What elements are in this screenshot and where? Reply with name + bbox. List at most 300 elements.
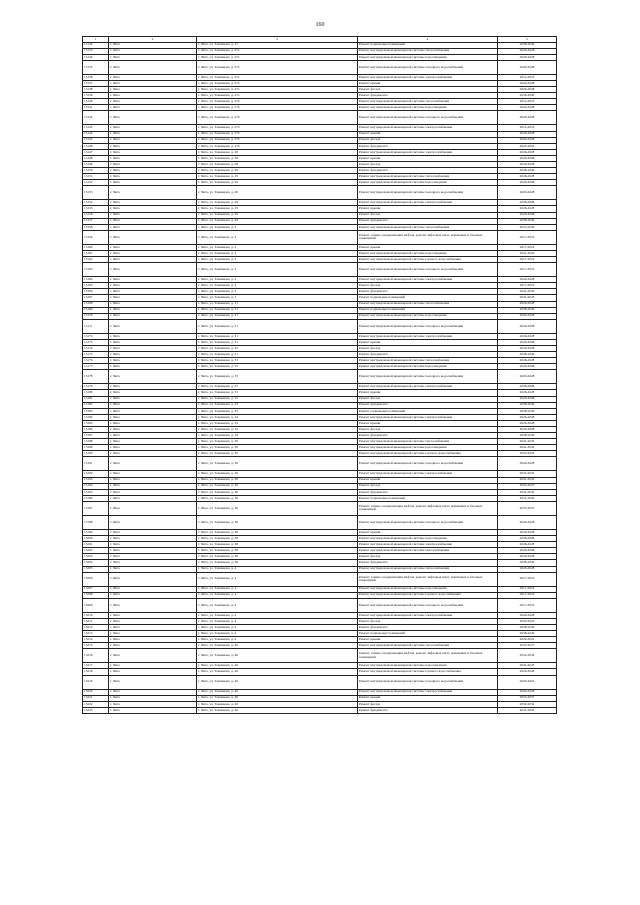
work-type-cell: Ремонт внутридомовой инженерной системы электроснабжения [358, 689, 498, 695]
work-type-cell: Ремонт внутридомовой инженерной системы теплоснабжения [358, 48, 498, 54]
row-number-cell: 15133 [83, 48, 109, 54]
row-number-cell: 15162 [83, 257, 109, 263]
address-cell: г. Чита, ул. Токмакова, д. 27а [197, 74, 358, 80]
table-row [83, 501, 557, 515]
work-type-cell: Ремонт фасада [358, 618, 498, 624]
row-number-cell: 15176 [83, 358, 109, 364]
address-cell: г. Чита, ул. Токмакова, д. 36 [197, 457, 358, 471]
header-col-2: 2 [109, 37, 197, 43]
period-cell: 2038-2040 [498, 307, 557, 313]
address-cell: г. Чита, ул. Токмакова, д. 27а [197, 80, 358, 86]
work-type-cell: Ремонт крыши [358, 477, 498, 483]
municipality-cell: г. Чита [109, 358, 197, 364]
municipality-cell: г. Чита [109, 598, 197, 612]
address-cell: г. Чита, ул. Токмакова, д. 3 [197, 263, 358, 277]
work-type-cell: Ремонт крыши [358, 155, 498, 161]
address-cell: г. Чита, ул. Токмакова, д. 31 [197, 313, 358, 319]
municipality-cell: г. Чита [109, 612, 197, 618]
period-cell: 2041-2043 [498, 477, 557, 483]
address-cell: г. Чита, ул. Токмакова, д. 27а [197, 60, 358, 74]
row-number-cell: 15142 [83, 111, 109, 125]
period-cell: 2026-2028 [498, 200, 557, 206]
address-cell: г. Чита, ул. Токмакова, д. 34 [197, 427, 358, 433]
address-cell: г. Чита, ул. Токмакова, д. 36 [197, 471, 358, 477]
period-cell: 2035-2037 [498, 695, 557, 701]
address-cell: г. Чита, ул. Токмакова, д. 38 [197, 515, 358, 529]
period-cell: 2041-2043 [498, 295, 557, 301]
period-cell: 2026-2028 [498, 420, 557, 426]
period-cell: 2032-2034 [498, 451, 557, 457]
municipality-cell: г. Чита [109, 529, 197, 535]
address-cell: г. Чита, ул. Токмакова, д. 33 [197, 370, 358, 384]
row-number-cell: 15183 [83, 408, 109, 414]
row-number-cell: 15170 [83, 313, 109, 319]
address-cell: г. Чита, ул. Токмакова, д. 31 [197, 339, 358, 345]
municipality-cell: г. Чита [109, 439, 197, 445]
address-cell: г. Чита, ул. Токмакова, д. 33 [197, 364, 358, 370]
municipality-cell: г. Чита [109, 301, 197, 307]
municipality-cell: г. Чита [109, 631, 197, 637]
row-number-cell: 15212 [83, 624, 109, 630]
municipality-cell: г. Чита [109, 643, 197, 649]
municipality-cell: г. Чита [109, 307, 197, 313]
address-cell: г. Чита, ул. Токмакова, д. 4 [197, 618, 358, 624]
municipality-cell: г. Чита [109, 560, 197, 566]
municipality-cell: г. Чита [109, 200, 197, 206]
row-number-cell: 15194 [83, 483, 109, 489]
work-type-cell: Ремонт фасада [358, 483, 498, 489]
municipality-cell: г. Чита [109, 168, 197, 174]
municipality-cell: г. Чита [109, 149, 197, 155]
row-number-cell: 15206 [83, 572, 109, 586]
address-cell: г. Чита, ул. Токмакова, д. 27б [197, 105, 358, 111]
row-number-cell: 15149 [83, 162, 109, 168]
municipality-cell: г. Чита [109, 414, 197, 420]
table-row [83, 319, 557, 333]
municipality-cell: г. Чита [109, 250, 197, 256]
work-type-cell: Ремонт внутридомовой инженерной системы электроснабжения [358, 333, 498, 339]
address-cell: г. Чита, ул. Токмакова, д. 4 [197, 572, 358, 586]
row-number-cell: 15144 [83, 131, 109, 137]
address-cell: г. Чита, ул. Токмакова, д. 31 [197, 319, 358, 333]
table-row [83, 649, 557, 663]
period-cell: 2017-2019 [498, 244, 557, 250]
row-number-cell: 15189 [83, 445, 109, 451]
header-col-3: 3 [197, 37, 358, 43]
work-type-cell: Ремонт фасада [358, 345, 498, 351]
row-number-cell: 15158 [83, 224, 109, 230]
period-cell: 2017-2019 [498, 598, 557, 612]
header-col-4: 4 [358, 37, 498, 43]
period-cell: 2026-2028 [498, 87, 557, 93]
work-type-cell: Ремонт фундамента [358, 707, 498, 713]
municipality-cell: г. Чита [109, 244, 197, 250]
work-type-cell: Ремонт внутридомовой инженерной системы холодного водоснабжения [358, 186, 498, 200]
period-cell: 2035-2037 [498, 501, 557, 515]
municipality-cell: г. Чита [109, 390, 197, 396]
work-type-cell: Ремонт фасада [358, 212, 498, 218]
period-cell: 2041-2043 [498, 250, 557, 256]
address-cell: г. Чита, ул. Токмакова, д. 3 [197, 257, 358, 263]
row-number-cell: 15156 [83, 212, 109, 218]
period-cell: 2026-2028 [498, 515, 557, 529]
period-cell: 2026-2028 [498, 536, 557, 542]
municipality-cell: г. Чита [109, 93, 197, 99]
row-number-cell: 15161 [83, 250, 109, 256]
municipality-cell: г. Чита [109, 277, 197, 283]
period-cell: 2038-2040 [498, 433, 557, 439]
address-cell: г. Чита, ул. Токмакова, д. 31 [197, 301, 358, 307]
municipality-cell: г. Чита [109, 143, 197, 149]
period-cell: 2032-2034 [498, 649, 557, 663]
row-number-cell: 15203 [83, 554, 109, 560]
row-number-cell: 15174 [83, 345, 109, 351]
row-number-cell: 15177 [83, 364, 109, 370]
row-number-cell: 15155 [83, 206, 109, 212]
address-cell: г. Чита, ул. Токмакова, д. 36 [197, 439, 358, 445]
table-row [83, 186, 557, 200]
period-cell: 2020-2022 [498, 637, 557, 643]
row-number-cell: 15151 [83, 174, 109, 180]
period-cell: 2026-2028 [498, 689, 557, 695]
address-cell: г. Чита, ул. Токмакова, д. 34 [197, 433, 358, 439]
municipality-cell: г. Чита [109, 218, 197, 224]
period-cell: 2026-2028 [498, 180, 557, 186]
work-type-cell: Ремонт фундамента [358, 402, 498, 408]
work-type-cell: Ремонт фундамента [358, 624, 498, 630]
municipality-cell: г. Чита [109, 364, 197, 370]
municipality-cell: г. Чита [109, 131, 197, 137]
municipality-cell: г. Чита [109, 637, 197, 643]
capital-repair-table [82, 36, 557, 714]
period-cell: 2041-2043 [498, 289, 557, 295]
row-number-cell: 15219 [83, 675, 109, 689]
header-col-1: 1 [83, 37, 109, 43]
municipality-cell: г. Чита [109, 87, 197, 93]
municipality-cell: г. Чита [109, 155, 197, 161]
row-number-cell: 15209 [83, 598, 109, 612]
municipality-cell: г. Чита [109, 669, 197, 675]
row-number-cell: 15132 [83, 42, 109, 48]
municipality-cell: г. Чита [109, 384, 197, 390]
municipality-cell: г. Чита [109, 483, 197, 489]
row-number-cell: 15205 [83, 566, 109, 572]
row-number-cell: 15166 [83, 289, 109, 295]
table-row [83, 707, 557, 713]
work-type-cell: Ремонт внутридомовой инженерной системы электроснабжения [358, 277, 498, 283]
row-number-cell: 15169 [83, 307, 109, 313]
address-cell: г. Чита, ул. Токмакова, д. 46 [197, 643, 358, 649]
address-cell: г. Чита, ул. Токмакова, д. 27б [197, 99, 358, 105]
work-type-cell: Ремонт, замена, модернизация лифтов, ремонт лифтовых шахт, машинных и блочных помещений [358, 230, 498, 244]
municipality-cell: г. Чита [109, 74, 197, 80]
row-number-cell: 15207 [83, 586, 109, 592]
work-type-cell: Ремонт подвальных помещений [358, 631, 498, 637]
work-type-cell: Ремонт внутридомовой инженерной системы горячего водоснабжения [358, 451, 498, 457]
municipality-cell: г. Чита [109, 445, 197, 451]
row-number-cell: 15154 [83, 200, 109, 206]
period-cell: 2026-2028 [498, 206, 557, 212]
work-type-cell: Ремонт внутридомовой инженерной системы электроснабжения [358, 471, 498, 477]
row-number-cell: 15137 [83, 80, 109, 86]
work-type-cell: Ремонт подвальных помещений [358, 42, 498, 48]
work-type-cell: Ремонт крыши [358, 339, 498, 345]
address-cell: г. Чита, ул. Токмакова, д. 27б [197, 137, 358, 143]
municipality-cell: г. Чита [109, 536, 197, 542]
municipality-cell: г. Чита [109, 477, 197, 483]
period-cell: 2026-2028 [498, 149, 557, 155]
work-type-cell: Ремонт внутридомовой инженерной системы теплоснабжения [358, 301, 498, 307]
period-cell: 2026-2028 [498, 669, 557, 675]
work-type-cell: Ремонт фасада [358, 283, 498, 289]
work-type-cell: Ремонт внутридомовой инженерной системы теплоснабжения [358, 224, 498, 230]
row-number-cell: 15181 [83, 396, 109, 402]
period-cell: 2017-2019 [498, 572, 557, 586]
address-cell: г. Чита, ул. Токмакова, д. 31 [197, 333, 358, 339]
period-cell: 2038-2040 [498, 168, 557, 174]
address-cell: г. Чита, ул. Токмакова, д. 28 [197, 168, 358, 174]
address-cell: г. Чита, ул. Токмакова, д. 4 [197, 624, 358, 630]
table-row [83, 457, 557, 471]
work-type-cell: Ремонт фасада [358, 427, 498, 433]
work-type-cell: Ремонт крыши [358, 695, 498, 701]
work-type-cell: Ремонт подвальных помещений [358, 295, 498, 301]
period-cell: 2026-2028 [498, 155, 557, 161]
address-cell: г. Чита, ул. Токмакова, д. 38 [197, 554, 358, 560]
work-type-cell: Ремонт внутридомовой инженерной системы водоотведения [358, 364, 498, 370]
work-type-cell: Ремонт крыши [358, 390, 498, 396]
table-row [83, 572, 557, 586]
row-number-cell: 15192 [83, 471, 109, 477]
row-number-cell: 15140 [83, 99, 109, 105]
address-cell: г. Чита, ул. Токмакова, д. 46 [197, 707, 358, 713]
municipality-cell: г. Чита [109, 137, 197, 143]
address-cell: г. Чита, ул. Токмакова, д. 34 [197, 420, 358, 426]
period-cell: 2035-2037 [498, 643, 557, 649]
period-cell: 2017-2019 [498, 283, 557, 289]
period-cell: 2038-2040 [498, 42, 557, 48]
work-type-cell: Ремонт внутридомовой инженерной системы электроснабжения [358, 200, 498, 206]
municipality-cell: г. Чита [109, 695, 197, 701]
address-cell: г. Чита, ул. Токмакова, д. 36 [197, 483, 358, 489]
work-type-cell: Ремонт крыши [358, 420, 498, 426]
address-cell: г. Чита, ул. Токмакова, д. 3 [197, 244, 358, 250]
municipality-cell: г. Чита [109, 48, 197, 54]
period-cell: 2020-2022 [498, 143, 557, 149]
period-cell: 2026-2028 [498, 566, 557, 572]
row-number-cell: 15179 [83, 384, 109, 390]
address-cell: г. Чита, ул. Токмакова, д. 46 [197, 675, 358, 689]
municipality-cell: г. Чита [109, 370, 197, 384]
period-cell: 2041-2043 [498, 707, 557, 713]
address-cell: г. Чита, ул. Токмакова, д. 46 [197, 689, 358, 695]
row-number-cell: 15138 [83, 87, 109, 93]
address-cell: г. Чита, ул. Токмакова, д. 38 [197, 548, 358, 554]
municipality-cell: г. Чита [109, 701, 197, 707]
municipality-cell: г. Чита [109, 212, 197, 218]
work-type-cell: Ремонт фасада [358, 554, 498, 560]
row-number-cell: 15139 [83, 93, 109, 99]
period-cell: 2026-2028 [498, 137, 557, 143]
municipality-cell: г. Чита [109, 624, 197, 630]
address-cell: г. Чита, ул. Токмакова, д. 36 [197, 489, 358, 495]
row-number-cell: 15188 [83, 439, 109, 445]
municipality-cell: г. Чита [109, 80, 197, 86]
address-cell: г. Чита, ул. Токмакова, д. 36 [197, 451, 358, 457]
work-type-cell: Ремонт фундамента [358, 168, 498, 174]
address-cell: г. Чита, ул. Токмакова, д. 33 [197, 402, 358, 408]
period-cell: 2014-2016 [498, 74, 557, 80]
work-type-cell: Ремонт внутридомовой инженерной системы теплоснабжения [358, 439, 498, 445]
municipality-cell: г. Чита [109, 224, 197, 230]
address-cell: г. Чита, ул. Токмакова, д. 4 [197, 598, 358, 612]
address-cell: г. Чита, ул. Токмакова, д. 4 [197, 586, 358, 592]
municipality-cell: г. Чита [109, 592, 197, 598]
address-cell: г. Чита, ул. Токмакова, д. 32 [197, 345, 358, 351]
period-cell: 2026-2028 [498, 48, 557, 54]
row-number-cell: 15135 [83, 60, 109, 74]
period-cell: 2026-2028 [498, 313, 557, 319]
table-row [83, 675, 557, 689]
work-type-cell: Ремонт крыши [358, 131, 498, 137]
period-cell: 2026-2028 [498, 333, 557, 339]
row-number-cell: 15193 [83, 477, 109, 483]
address-cell: г. Чита, ул. Токмакова, д. 46 [197, 669, 358, 675]
period-cell: 2026-2028 [498, 345, 557, 351]
address-cell: г. Чита, ул. Токмакова, д. 27б [197, 131, 358, 137]
work-type-cell: Ремонт крыши [358, 206, 498, 212]
municipality-cell: г. Чита [109, 289, 197, 295]
period-cell: 2026-2028 [498, 60, 557, 74]
row-number-cell: 15148 [83, 155, 109, 161]
work-type-cell: Ремонт внутридомовой инженерной системы теплоснабжения [358, 358, 498, 364]
work-type-cell: Ремонт фасада [358, 137, 498, 143]
period-cell: 2026-2028 [498, 364, 557, 370]
work-type-cell: Ремонт внутридомовой инженерной системы холодного водоснабжения [358, 60, 498, 74]
municipality-cell: г. Чита [109, 707, 197, 713]
period-cell: 2017-2019 [498, 263, 557, 277]
row-number-cell: 15208 [83, 592, 109, 598]
row-number-cell: 15145 [83, 137, 109, 143]
period-cell: 2032-2034 [498, 701, 557, 707]
municipality-cell: г. Чита [109, 206, 197, 212]
period-cell: 2026-2028 [498, 358, 557, 364]
work-type-cell: Ремонт фундамента [358, 489, 498, 495]
address-cell: г. Чита, ул. Токмакова, д. 29 [197, 200, 358, 206]
row-number-cell: 15198 [83, 515, 109, 529]
row-number-cell: 15221 [83, 695, 109, 701]
table-row [83, 60, 557, 74]
municipality-cell: г. Чита [109, 548, 197, 554]
municipality-cell: г. Чита [109, 42, 197, 48]
row-number-cell: 15223 [83, 707, 109, 713]
row-number-cell: 15204 [83, 560, 109, 566]
municipality-cell: г. Чита [109, 105, 197, 111]
municipality-cell: г. Чита [109, 649, 197, 663]
work-type-cell: Ремонт внутридомовой инженерной системы водоотведения [358, 105, 498, 111]
row-number-cell: 15186 [83, 427, 109, 433]
address-cell: г. Чита, ул. Токмакова, д. 27б [197, 143, 358, 149]
row-number-cell: 15134 [83, 54, 109, 60]
municipality-cell: г. Чита [109, 451, 197, 457]
municipality-cell: г. Чита [109, 663, 197, 669]
row-number-cell: 15146 [83, 143, 109, 149]
work-type-cell: Ремонт внутридомовой инженерной системы теплоснабжения [358, 548, 498, 554]
work-type-cell: Ремонт, замена, модернизация лифтов, ремонт лифтовых шахт, машинных и блочных помещений [358, 572, 498, 586]
address-cell: г. Чита, ул. Токмакова, д. 46 [197, 701, 358, 707]
municipality-cell: г. Чита [109, 489, 197, 495]
work-type-cell: Ремонт фасада [358, 162, 498, 168]
municipality-cell: г. Чита [109, 186, 197, 200]
row-number-cell: 15173 [83, 339, 109, 345]
table-row [83, 230, 557, 244]
period-cell: 2026-2028 [498, 339, 557, 345]
row-number-cell: 15171 [83, 319, 109, 333]
address-cell: г. Чита, ул. Токмакова, д. 4 [197, 631, 358, 637]
work-type-cell: Ремонт внутридомовой инженерной системы электроснабжения [358, 414, 498, 420]
row-number-cell: 15200 [83, 536, 109, 542]
address-cell: г. Чита, ул. Токмакова, д. 27а [197, 54, 358, 60]
period-cell: 2026-2028 [498, 111, 557, 125]
period-cell: 2026-2028 [498, 105, 557, 111]
address-cell: г. Чита, ул. Токмакова, д. 31 [197, 307, 358, 313]
work-type-cell: Ремонт крыши [358, 529, 498, 535]
address-cell: г. Чита, ул. Токмакова, д. 46 [197, 695, 358, 701]
work-type-cell: Ремонт внутридомовой инженерной системы электроснабжения [358, 74, 498, 80]
work-type-cell: Ремонт внутридомовой инженерной системы горячего водоснабжения [358, 257, 498, 263]
period-cell: 2026-2028 [498, 529, 557, 535]
row-number-cell: 15214 [83, 637, 109, 643]
row-number-cell: 15190 [83, 451, 109, 457]
address-cell: г. Чита, ул. Токмакова, д. 36 [197, 477, 358, 483]
municipality-cell: г. Чита [109, 60, 197, 74]
municipality-cell: г. Чита [109, 174, 197, 180]
address-cell: г. Чита, ул. Токмакова, д. 33 [197, 384, 358, 390]
row-number-cell: 15178 [83, 370, 109, 384]
municipality-cell: г. Чита [109, 495, 197, 501]
row-number-cell: 15222 [83, 701, 109, 707]
address-cell: г. Чита, ул. Токмакова, д. 38 [197, 542, 358, 548]
address-cell: г. Чита, ул. Токмакова, д. 33 [197, 396, 358, 402]
address-cell: г. Чита, ул. Токмакова, д. 27а [197, 48, 358, 54]
work-type-cell: Ремонт фундамента [358, 433, 498, 439]
row-number-cell: 15213 [83, 631, 109, 637]
address-cell: г. Чита, ул. Токмакова, д. 3 [197, 283, 358, 289]
period-cell: 2038-2040 [498, 352, 557, 358]
row-number-cell: 15197 [83, 501, 109, 515]
address-cell: г. Чита, ул. Токмакова, д. 33 [197, 358, 358, 364]
period-cell: 2026-2028 [498, 612, 557, 618]
address-cell: г. Чита, ул. Токмакова, д. 34 [197, 414, 358, 420]
municipality-cell: г. Чита [109, 319, 197, 333]
address-cell: г. Чита, ул. Токмакова, д. 27б [197, 125, 358, 131]
work-type-cell: Ремонт фасада [358, 701, 498, 707]
work-type-cell: Ремонт внутридомовой инженерной системы холодного водоснабжения [358, 370, 498, 384]
municipality-cell: г. Чита [109, 618, 197, 624]
period-cell: 2026-2028 [498, 384, 557, 390]
municipality-cell: г. Чита [109, 313, 197, 319]
period-cell: 2014-2016 [498, 125, 557, 131]
address-cell: г. Чита, ул. Токмакова, д. 46 [197, 649, 358, 663]
row-number-cell: 15168 [83, 301, 109, 307]
period-cell: 2026-2028 [498, 54, 557, 60]
work-type-cell: Ремонт внутридомовой инженерной системы теплоснабжения [358, 99, 498, 105]
work-type-cell: Ремонт внутридомовой инженерной системы электроснабжения [358, 125, 498, 131]
work-type-cell: Ремонт фундамента [358, 93, 498, 99]
row-number-cell: 15191 [83, 457, 109, 471]
municipality-cell: г. Чита [109, 566, 197, 572]
period-cell: 2038-2040 [498, 402, 557, 408]
